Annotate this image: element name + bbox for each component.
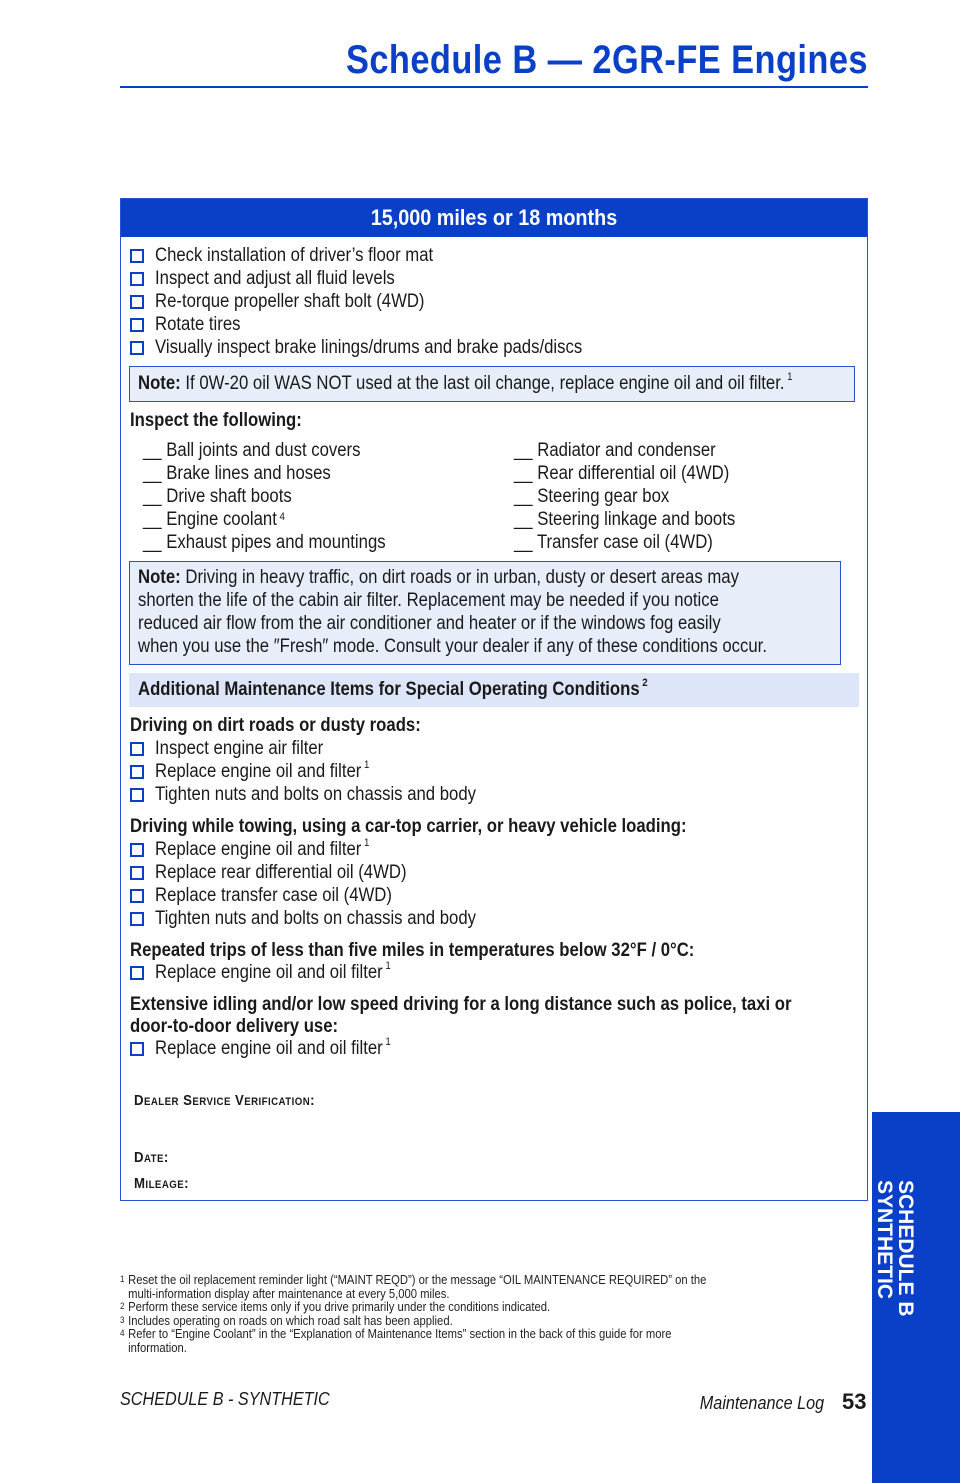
inspect-item: __ Engine coolant $^4$ — [143, 509, 285, 530]
checklist-item: Check installation of driver’s floor mat — [130, 245, 471, 267]
checkbox-icon[interactable] — [130, 341, 144, 355]
inspect-item: __ Steering linkage and boots — [514, 509, 736, 530]
footnotes — [120, 1274, 868, 1355]
inspect-left-list — [143, 439, 386, 554]
checklist-item: Tighten nuts and bolts on chassis and body — [130, 784, 520, 806]
checklist-item: Tighten nuts and bolts on chassis and body — [130, 908, 520, 930]
date-label: Date: — [134, 1149, 169, 1166]
checkbox-icon[interactable] — [130, 295, 144, 309]
page-number: 53 — [842, 1389, 867, 1414]
inspect-item: __ Radiator and condenser — [514, 440, 716, 461]
inspect-item: __ Rear differential oil (4WD) — [514, 463, 730, 484]
inspect-item: __ Steering gear box — [514, 486, 670, 507]
checklist-item: Replace rear differential oil (4WD) — [130, 862, 441, 884]
inspect-right-list — [514, 439, 735, 554]
inspect-item: __ Drive shaft boots — [143, 486, 292, 507]
footnote: 2 Perform these service items only if you drive primarily under the conditions indicated. — [120, 1300, 551, 1314]
inspect-item: __ Ball joints and dust covers — [143, 440, 361, 461]
checkbox-icon[interactable] — [130, 966, 144, 980]
section-heading: Driving while towing, using a car-top carrier, or heavy vehicle loading: — [130, 816, 687, 837]
cabin-filter-note: Note: Driving in heavy traffic, on dirt roads or in urban, dusty or desert areas may shorten the life of the cabin air filter. Replacement may be needed if you notice reduced air flow from the air conditioner and heater or if the windows fog easily when you use the ″Fresh″ mode. Consult your dealer if any of these conditions occur. — [129, 561, 841, 665]
inspect-item: __ Exhaust pipes and mountings — [143, 532, 386, 553]
checkbox-icon[interactable] — [130, 1042, 144, 1056]
checklist-item: Rotate tires — [130, 314, 252, 336]
note-label: Note: — [138, 373, 181, 394]
maintenance-box — [120, 198, 868, 1201]
checkbox-icon[interactable] — [130, 843, 144, 857]
footer-section-label: SCHEDULE B - SYNTHETIC — [120, 1389, 330, 1409]
checklist-item: Replace engine oil and oil filter $^1$ — [130, 962, 423, 984]
inspect-item: __ Transfer case oil (4WD) — [514, 532, 713, 553]
checklist-item: Visually inspect brake linings/drums and brake pads/discs — [130, 337, 640, 359]
section-heading: Extensive idling and/or low speed driving for a long distance such as police, taxi or — [130, 994, 792, 1015]
additional-heading: Additional Maintenance Items for Special Operating Conditions — [138, 679, 640, 700]
footnote-continuation: multi-information display after maintenance at every 5,000 miles. — [128, 1286, 450, 1301]
note-text: If 0W-20 oil WAS NOT used at the last oil change, replace engine oil and oil filter. — [185, 373, 785, 394]
checkbox-icon[interactable] — [130, 889, 144, 903]
title-rule — [120, 86, 868, 88]
note-label: Note: — [138, 567, 181, 588]
mileage-label: Mileage: — [134, 1175, 189, 1192]
checkbox-icon[interactable] — [130, 866, 144, 880]
footnote: 4 Refer to “Engine Coolant” in the “Explanation of Maintenance Items” section in the back of this guide for more — [120, 1327, 672, 1341]
checklist-item: Inspect engine air filter — [130, 738, 346, 760]
oil-note: Note: If 0W-20 oil WAS NOT used at the last oil change, replace engine oil and oil filter. $^1$ — [129, 366, 855, 402]
section-heading: door-to-door delivery use: — [130, 1016, 339, 1037]
checkbox-icon[interactable] — [130, 249, 144, 263]
box-header: 15,000 miles or 18 months — [121, 199, 867, 237]
page-title: Schedule B — 2GR-FE Engines — [346, 38, 868, 82]
checklist-item: Replace engine oil and filter $^1$ — [130, 761, 399, 783]
checklist-item: Inspect and adjust all fluid levels — [130, 268, 428, 290]
checkbox-icon[interactable] — [130, 765, 144, 779]
checkbox-icon[interactable] — [130, 318, 144, 332]
checkbox-icon[interactable] — [130, 912, 144, 926]
footnote-continuation: information. — [128, 1340, 187, 1355]
additional-heading-bar: Additional Maintenance Items for Special Operating Conditions $^2$ — [129, 673, 859, 707]
checklist-item: Replace engine oil and filter $^1$ — [130, 839, 399, 861]
checklist-item: Replace engine oil and oil filter $^1$ — [130, 1038, 423, 1060]
section-heading: Driving on dirt roads or dusty roads: — [130, 715, 421, 736]
checkbox-icon[interactable] — [130, 272, 144, 286]
checklist-item: Replace transfer case oil (4WD) — [130, 885, 424, 907]
dealer-verification-label: Dealer Service Verification: — [134, 1092, 315, 1109]
checklist-item: Re-torque propeller shaft bolt (4WD) — [130, 291, 461, 313]
inspect-item: __ Brake lines and hoses — [143, 463, 331, 484]
inspect-heading: Inspect the following: — [130, 410, 302, 431]
checkbox-icon[interactable] — [130, 742, 144, 756]
footer-log-label: Maintenance Log — [699, 1393, 824, 1413]
checkbox-icon[interactable] — [130, 788, 144, 802]
footnote: 3 Includes operating on roads on which road salt has been applied. — [120, 1313, 453, 1328]
section-heading: Repeated trips of less than five miles in temperatures below 32°F / 0°C: — [130, 940, 695, 961]
footnote: 1 Reset the oil replacement reminder light (“MAINT REQD”) or the message “OIL MAINTENANCE REQUIRED” on the — [120, 1273, 707, 1287]
